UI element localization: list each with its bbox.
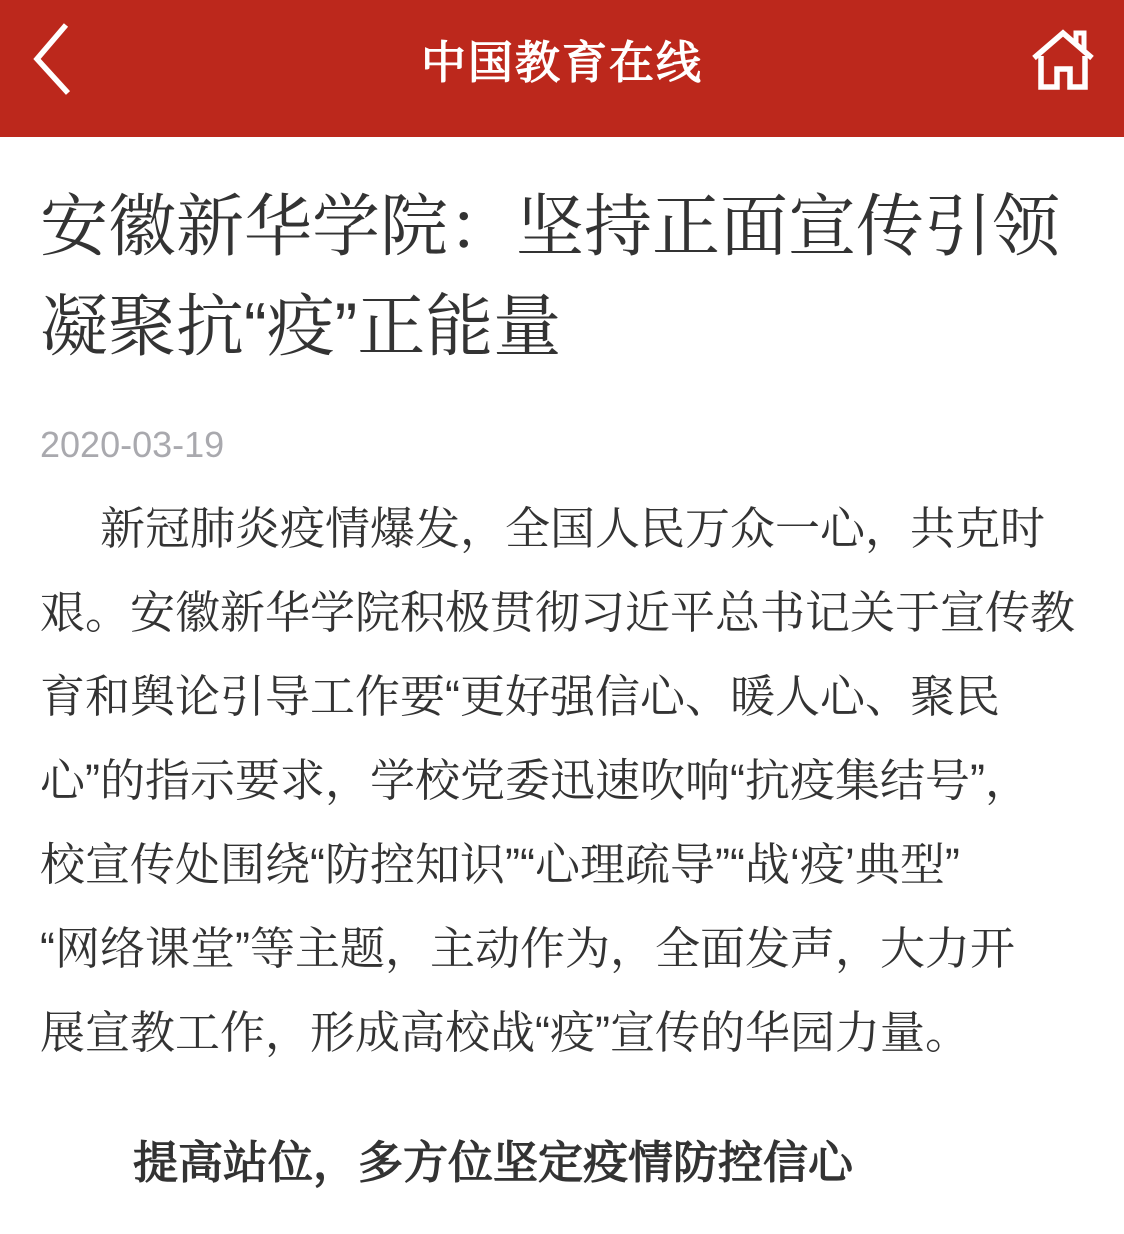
paragraph-line: 校宣传处围绕“防控知识”“心理疏导”“战‘疫’典型” [40,839,960,890]
article-title [40,177,1084,377]
article-title-line-2: 凝聚抗“疫”正能量 [40,289,562,365]
paragraph-line: “网络课堂”等主题，主动作为，全面发声，大力开 [40,923,1015,974]
nav-header [0,0,1124,137]
article-subheading: 提高站位，多方位坚定疫情防控信心 [133,1137,854,1188]
paragraph-line: 新冠肺炎疫情爆发，全国人民万众一心，共克时 [100,503,1046,554]
paragraph-line: 育和舆论引导工作要“更好强信心、暖人心、聚民 [40,671,1000,722]
paragraph-line: 心”的指示要求，学校党委迅速吹响“抗疫集结号”， [40,755,1030,806]
back-button[interactable] [28,22,72,96]
article-paragraph [40,487,1084,1075]
app-title: 中国教育在线 [420,37,703,88]
home-icon [1030,27,1096,91]
article-content [0,177,1124,1205]
home-button[interactable] [1030,27,1096,91]
paragraph-line: 艰。安徽新华学院积极贯彻习近平总书记关于宣传教 [40,587,1076,638]
header-left-slot [28,21,108,97]
article-date: 2020-03-19 [40,424,225,465]
chevron-left-icon [28,22,72,96]
header-right-slot [1016,21,1096,97]
article-title-line-1: 安徽新华学院：坚持正面宣传引领 [40,189,1061,265]
paragraph-line: 展宣教工作，形成高校战“疫”宣传的华园力量。 [40,1007,970,1058]
